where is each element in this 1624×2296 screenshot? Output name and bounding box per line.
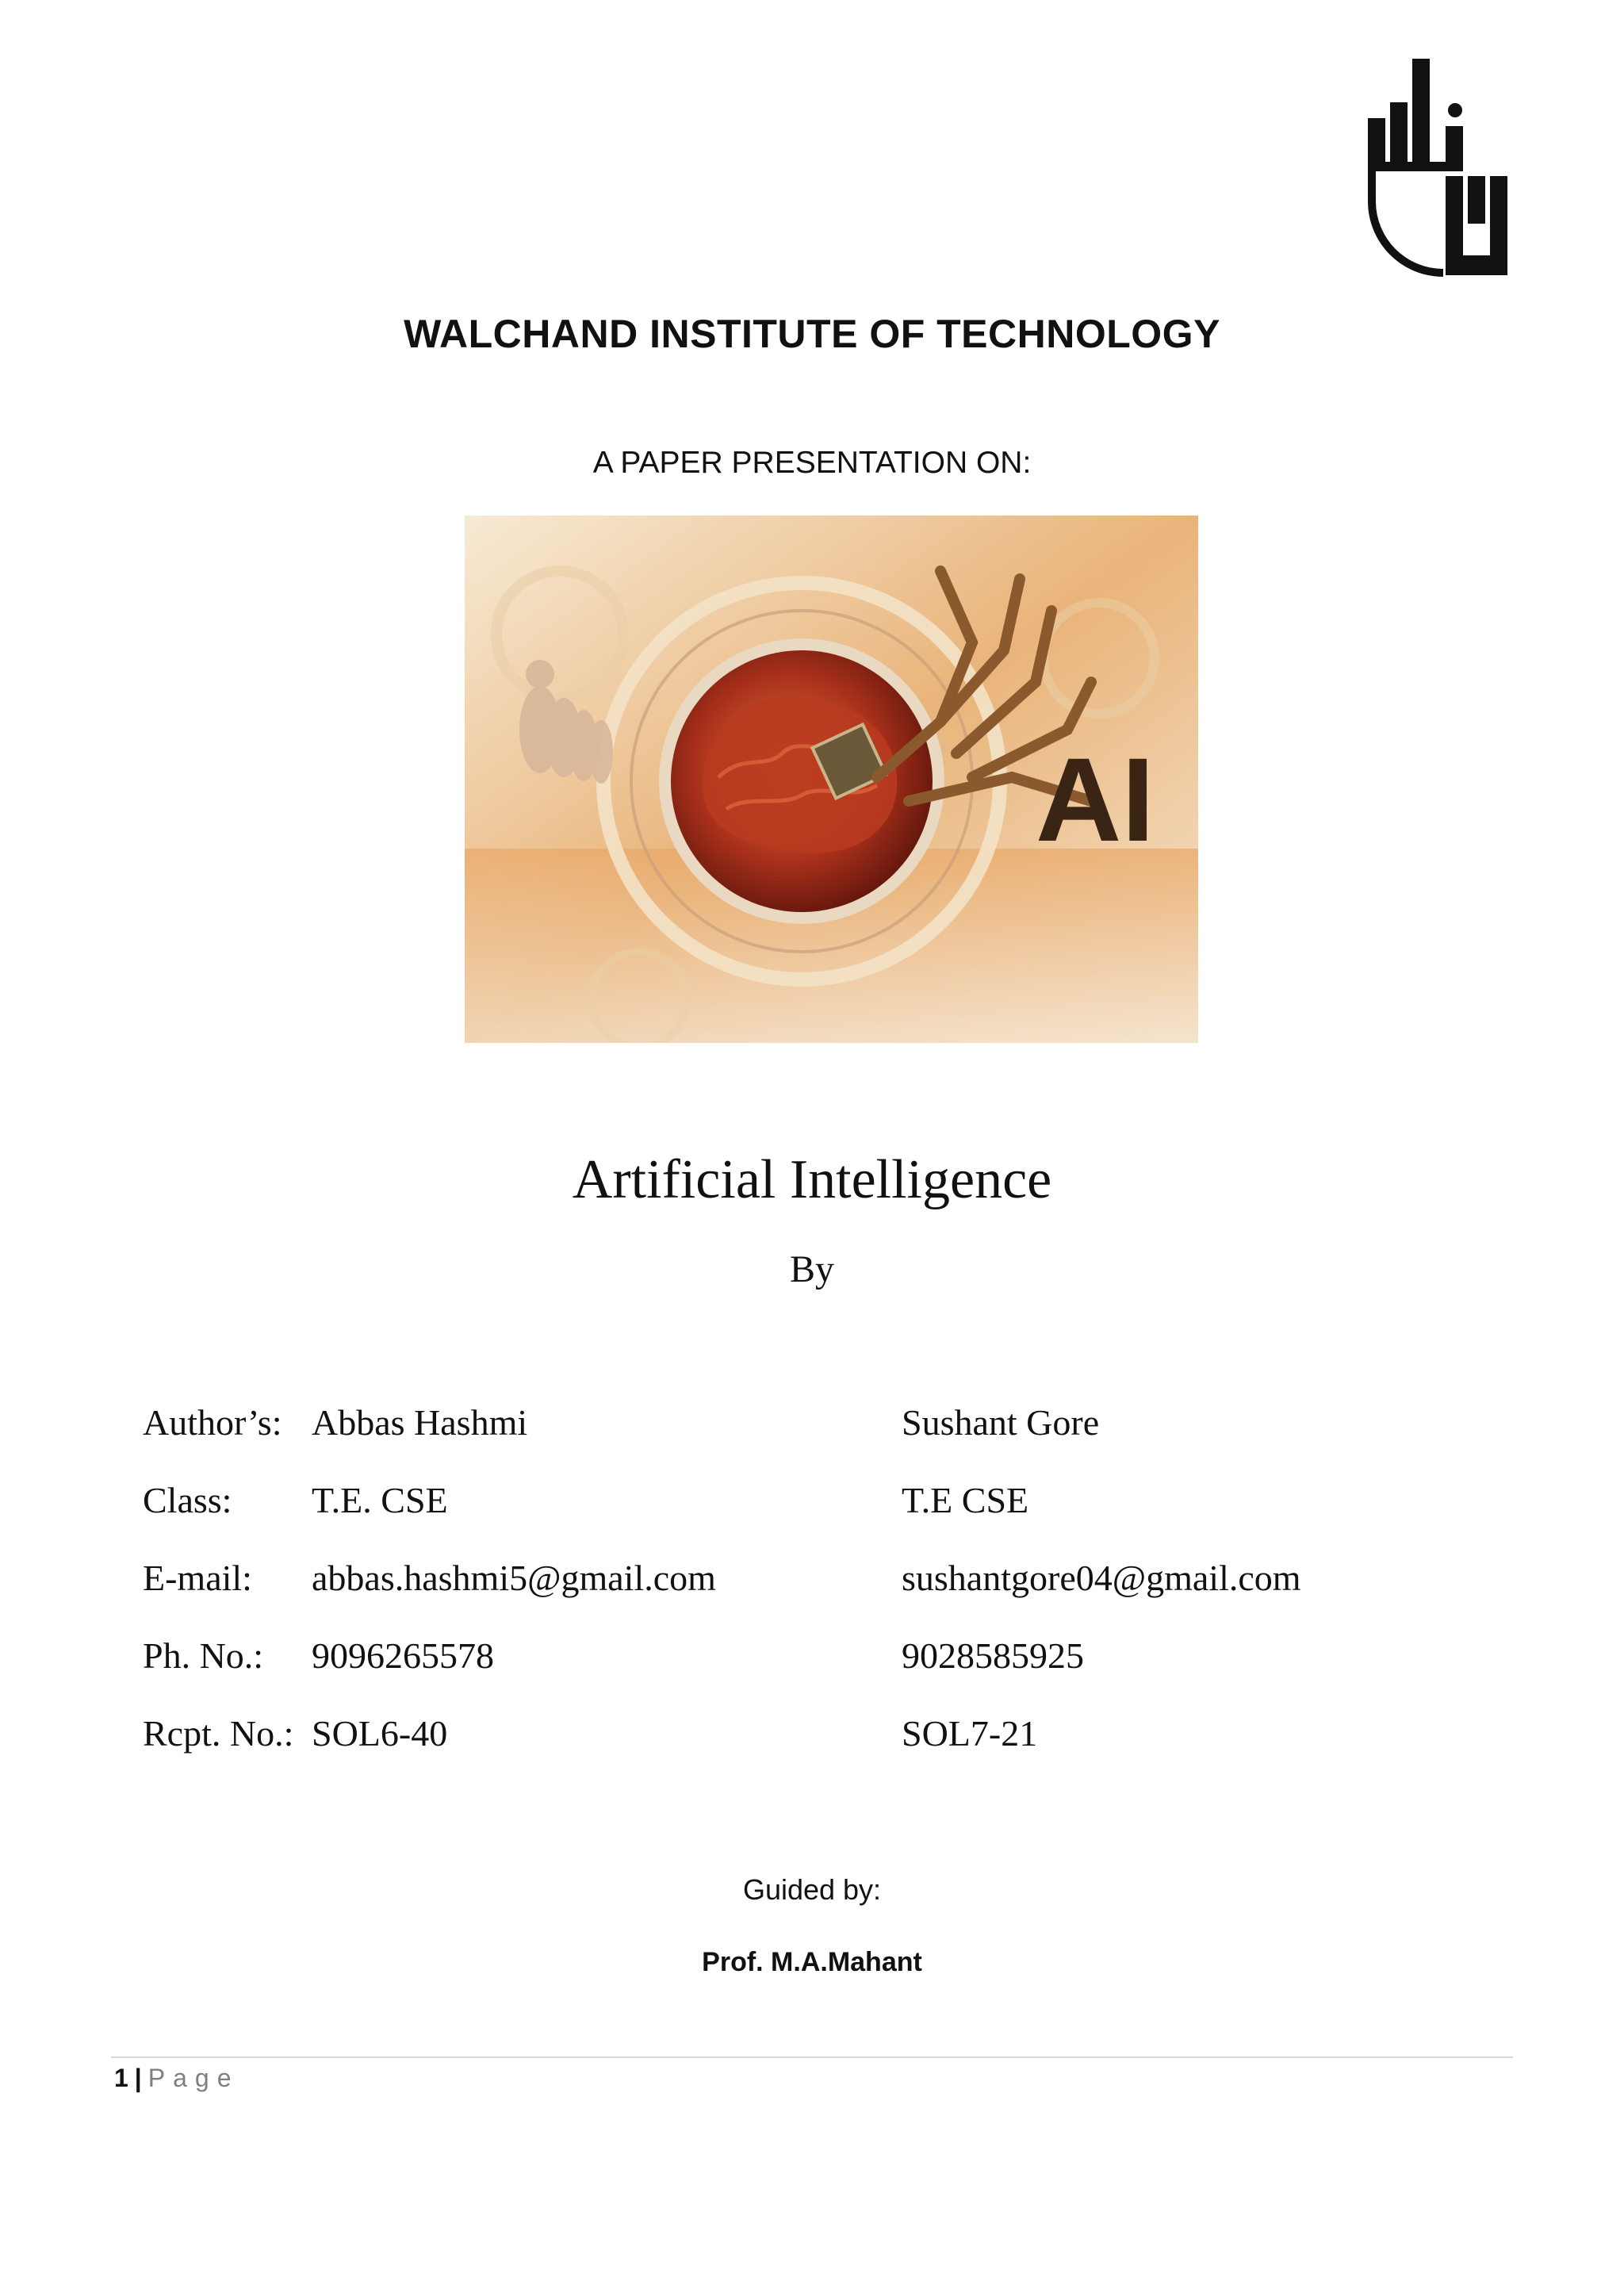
details-row-phone: [0, 1635, 1624, 1682]
institute-logo: [1364, 51, 1522, 281]
details-row-class: [0, 1479, 1624, 1527]
guided-by-label: Guided by:: [742, 1873, 882, 1906]
page-footer: [114, 2064, 239, 2093]
author-1-email: abbas.hashmi5@gmail.com: [312, 1558, 716, 1598]
author-2-receipt: SOL7-21: [902, 1713, 1038, 1754]
author-1-name: Abbas Hashmi: [312, 1402, 528, 1443]
guide-name: Prof. M.A.Mahant: [702, 1947, 922, 1977]
by-label: By: [789, 1248, 834, 1290]
author-2-phone: 9028585925: [902, 1635, 1084, 1676]
details-row-email: [0, 1557, 1624, 1604]
author-2-class: T.E CSE: [902, 1480, 1029, 1520]
presentation-subtitle: A PAPER PRESENTATION ON:: [592, 446, 1032, 480]
email-label: E-mail:: [143, 1558, 252, 1598]
phone-label: Ph. No.:: [143, 1635, 264, 1676]
author-1-receipt: SOL6-40: [312, 1713, 448, 1754]
ai-illustration: [465, 516, 1198, 1043]
author-1-phone: 9096265578: [312, 1635, 494, 1676]
page-number: 1: [114, 2064, 128, 2092]
footer-separator: |: [134, 2064, 142, 2092]
author-1-class: T.E. CSE: [312, 1480, 448, 1520]
page-label: Page: [147, 2064, 239, 2092]
class-label: Class:: [143, 1480, 232, 1520]
author-2-name: Sushant Gore: [902, 1402, 1100, 1443]
paper-title: Artificial Intelligence: [572, 1149, 1052, 1210]
receipt-label: Rcpt. No.:: [143, 1713, 294, 1754]
ai-badge-text: AI: [1036, 733, 1155, 866]
institution-title: WALCHAND INSTITUTE OF TECHNOLOGY: [404, 312, 1220, 356]
author-2-email: sushantgore04@gmail.com: [902, 1558, 1301, 1598]
details-row-receipt: [0, 1712, 1624, 1760]
footer-divider: [111, 2056, 1513, 2058]
details-row-authors: [0, 1401, 1624, 1449]
authors-label: Author’s:: [143, 1402, 282, 1443]
